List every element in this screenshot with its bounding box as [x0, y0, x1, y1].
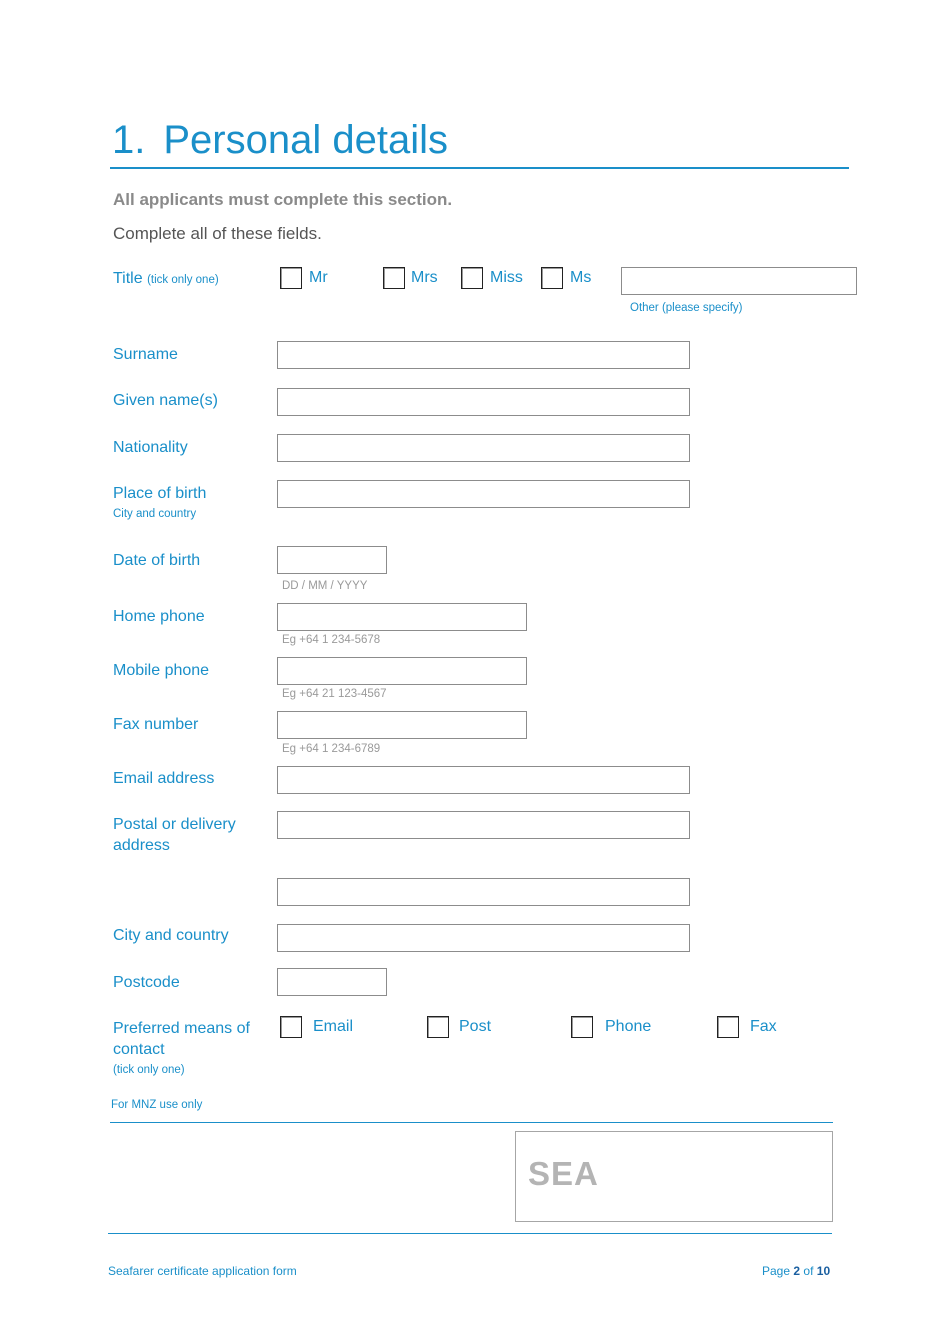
mnz-top-rule	[110, 1122, 833, 1123]
contact-phone-checkbox[interactable]	[571, 1016, 593, 1038]
title-divider	[110, 167, 849, 169]
fax-number-input[interactable]	[277, 711, 527, 739]
mobile-phone-input[interactable]	[277, 657, 527, 685]
contact-post-label: Post	[459, 1018, 492, 1035]
page-current: 2	[793, 1264, 801, 1278]
postal-address-label-line2: address	[113, 837, 170, 854]
title-other-input[interactable]	[621, 267, 857, 295]
title-ms-checkbox[interactable]	[541, 267, 563, 289]
postal-address-label	[113, 814, 236, 856]
instruction-bold: All applicants must complete this section.	[113, 190, 453, 209]
home-phone-hint: Eg +64 1 234-5678	[282, 634, 381, 646]
mnz-use-label: For MNZ use only	[111, 1099, 203, 1111]
page-title	[112, 118, 448, 163]
place-of-birth-hint: City and country	[113, 508, 197, 520]
page-total: 10	[816, 1264, 831, 1278]
mobile-phone-hint: Eg +64 21 123-4567	[282, 688, 387, 700]
title-tick-note: (tick only one)	[147, 274, 219, 286]
title-mr-label: Mr	[309, 269, 328, 286]
page-prefix: Page	[762, 1264, 791, 1278]
home-phone-label: Home phone	[113, 608, 205, 625]
given-names-label: Given name(s)	[113, 392, 218, 409]
page-of: of	[803, 1264, 814, 1278]
title-mrs-label: Mrs	[411, 269, 438, 286]
home-phone-input[interactable]	[277, 603, 527, 631]
contact-label	[113, 1018, 250, 1060]
surname-input[interactable]	[277, 341, 690, 369]
mobile-phone-label: Mobile phone	[113, 662, 210, 679]
email-address-input[interactable]	[277, 766, 690, 794]
email-address-label: Email address	[113, 770, 215, 787]
date-of-birth-label: Date of birth	[113, 552, 201, 569]
contact-fax-checkbox[interactable]	[717, 1016, 739, 1038]
postal-address-label-line1: Postal or delivery	[113, 816, 236, 833]
contact-label-line2: contact	[113, 1041, 165, 1058]
contact-label-line1: Preferred means of	[113, 1020, 250, 1037]
city-country-input[interactable]	[277, 924, 690, 952]
nationality-input[interactable]	[277, 434, 690, 462]
contact-email-checkbox[interactable]	[280, 1016, 302, 1038]
title-miss-checkbox[interactable]	[461, 267, 483, 289]
footer-page-number	[762, 1264, 830, 1278]
title-ms-label: Ms	[570, 269, 592, 286]
surname-label: Surname	[113, 346, 178, 363]
footer-form-name: Seafarer certificate application form	[108, 1264, 297, 1278]
city-country-label: City and country	[113, 927, 229, 944]
date-of-birth-hint: DD / MM / YYYY	[282, 580, 368, 592]
section-title: Personal details	[163, 118, 448, 162]
postal-address-input-line1[interactable]	[277, 811, 690, 839]
title-mr-checkbox[interactable]	[280, 267, 302, 289]
title-label	[113, 268, 219, 291]
title-label-text: Title	[113, 270, 143, 287]
postcode-input[interactable]	[277, 968, 387, 996]
place-of-birth-label: Place of birth	[113, 485, 207, 502]
title-miss-label: Miss	[490, 269, 523, 286]
contact-email-label: Email	[313, 1018, 354, 1035]
section-number: 1.	[112, 118, 146, 162]
contact-phone-label: Phone	[605, 1018, 652, 1035]
fax-number-label: Fax number	[113, 716, 199, 733]
place-of-birth-input[interactable]	[277, 480, 690, 508]
fax-number-hint: Eg +64 1 234-6789	[282, 743, 381, 755]
nationality-label: Nationality	[113, 439, 188, 456]
date-of-birth-input[interactable]	[277, 546, 387, 574]
title-mrs-checkbox[interactable]	[383, 267, 405, 289]
postcode-label: Postcode	[113, 974, 180, 991]
title-other-hint: Other (please specify)	[630, 302, 743, 314]
contact-post-checkbox[interactable]	[427, 1016, 449, 1038]
postal-address-input-line2[interactable]	[277, 878, 690, 906]
given-names-input[interactable]	[277, 388, 690, 416]
contact-fax-label: Fax	[750, 1018, 777, 1035]
mnz-bottom-rule	[108, 1233, 832, 1234]
instruction-text: Complete all of these fields.	[113, 224, 322, 243]
mnz-code-text: SEA	[528, 1155, 599, 1192]
contact-tick-note: (tick only one)	[113, 1064, 185, 1076]
